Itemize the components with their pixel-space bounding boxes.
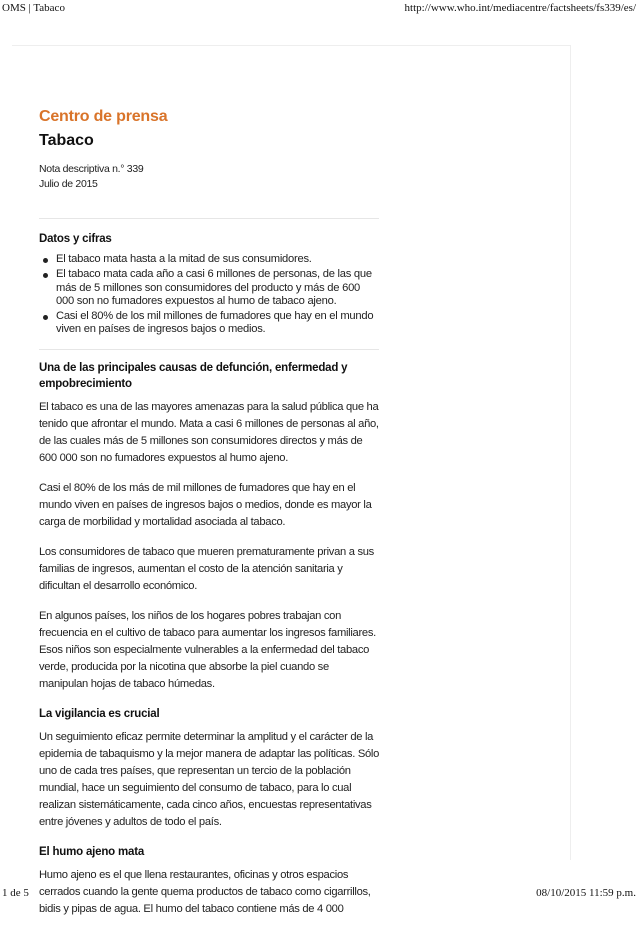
print-header-title: OMS | Tabaco bbox=[2, 2, 65, 14]
print-footer bbox=[0, 887, 638, 899]
fact-sheet-number: Nota descriptiva n.° 339 bbox=[39, 163, 144, 175]
divider bbox=[39, 218, 379, 219]
print-header-url: http://www.who.int/mediacentre/factsheets/fs339/es/ bbox=[404, 2, 636, 14]
fact-sheet-date: Julio de 2015 bbox=[39, 178, 98, 190]
paragraph: Humo ajeno es el que llena restaurantes, oficinas y otros espacios cerrados cuando la gente quema productos de tabaco como cigarrillos, bidis y pipas de agua. El humo del tabaco contiene más de 4 000 bbox=[39, 868, 371, 915]
article-content bbox=[39, 108, 379, 931]
section-label: Centro de prensa bbox=[39, 108, 168, 125]
paragraph: En algunos países, los niños de los hogares pobres trabajan con frecuencia en el cultivo de tabaco para aumentar los ingresos familiares. Esos niños son especialmente vulnerables a la enfermedad del tabaco verde, producida por la nicotina que absorbe la piel cuando se manipulan hojas de tabaco húmedas. bbox=[39, 609, 376, 690]
section-heading: El humo ajeno mata bbox=[39, 845, 145, 858]
fact-sheet-meta bbox=[39, 162, 379, 192]
section-causes bbox=[39, 360, 379, 693]
list-item: El tabaco mata cada año a casi 6 millones de personas, de las que más de 5 millones son consumidores del producto y más de 600 000 son no fumadores expuestos al humo de tabaco ajeno. bbox=[56, 268, 379, 308]
key-facts-list bbox=[39, 253, 379, 337]
page-title: Tabaco bbox=[39, 132, 94, 149]
section-surveillance bbox=[39, 706, 379, 831]
paragraph: El tabaco es una de las mayores amenazas para la salud pública que ha tenido que afrontar el mundo. Mata a casi 6 millones de personas al año, de las cuales más de 5 millones son consumidores directos y más de 600 000 son no fumadores expuestos al humo ajeno. bbox=[39, 400, 379, 464]
section-heading: La vigilancia es crucial bbox=[39, 707, 160, 720]
print-footer-datetime: 08/10/2015 11:59 p.m. bbox=[536, 887, 636, 899]
paragraph: Los consumidores de tabaco que mueren prematuramente privan a sus familias de ingresos, aumentan el costo de la atención sanitaria y dificultan el desarrollo económico. bbox=[39, 545, 374, 592]
divider bbox=[39, 349, 379, 350]
section-secondhand-smoke bbox=[39, 844, 379, 918]
key-facts-title: Datos y cifras bbox=[39, 233, 112, 245]
paragraph: Un seguimiento eficaz permite determinar la amplitud y el carácter de la epidemia de tabaquismo y la mejor manera de adaptar las políticas. Sólo uno de cada tres países, que representan un tercio de la población mundial, hace un seguimiento del consumo de tabaco, para lo cual realizan sistemáticamente, cada cinco años, encuestas representativas entre jóvenes y adultos de todo el país. bbox=[39, 730, 380, 828]
key-facts bbox=[39, 233, 379, 337]
section-heading: Una de las principales causas de defunción, enfermedad y empobrecimiento bbox=[39, 361, 348, 390]
list-item: El tabaco mata hasta a la mitad de sus consumidores. bbox=[56, 253, 379, 266]
print-footer-page: 1 de 5 bbox=[2, 887, 29, 899]
paragraph: Casi el 80% de los más de mil millones de fumadores que hay en el mundo viven en países de ingresos bajos o medios, donde es mayor la carga de morbilidad y mortalidad asociada al tabaco. bbox=[39, 481, 372, 528]
list-item: Casi el 80% de los mil millones de fumadores que hay en el mundo viven en países de ingresos bajos o medios. bbox=[56, 310, 379, 337]
print-header bbox=[0, 2, 638, 14]
